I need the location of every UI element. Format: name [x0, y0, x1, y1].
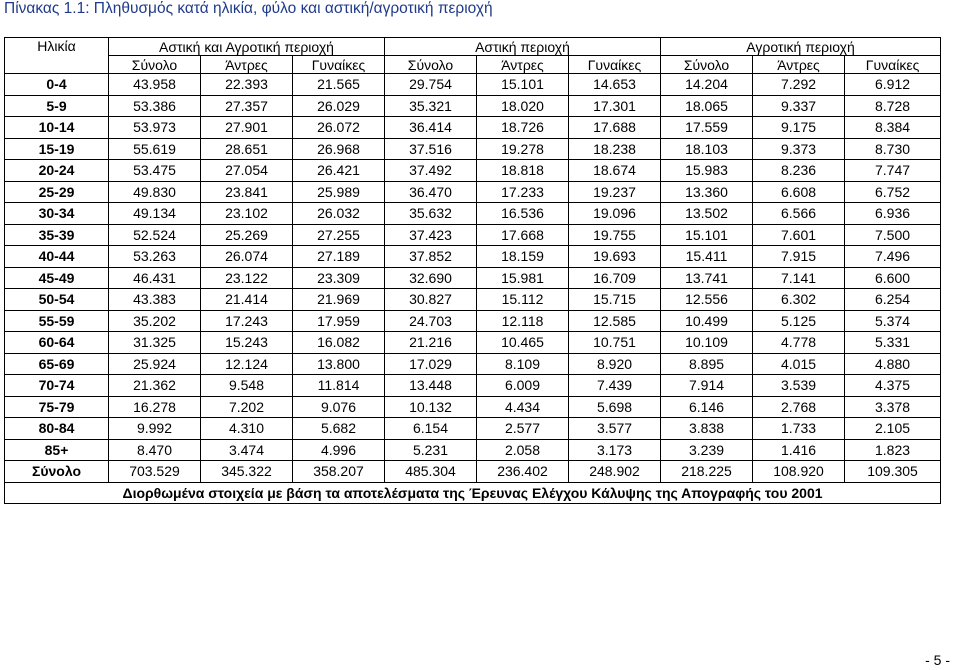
- value-cell: 10.109: [661, 332, 753, 354]
- value-cell: 4.996: [293, 439, 385, 461]
- value-cell: 19.755: [569, 224, 661, 246]
- value-cell: 26.032: [293, 203, 385, 225]
- value-cell: 7.500: [845, 224, 941, 246]
- value-cell: 46.431: [109, 267, 201, 289]
- value-cell: 9.337: [753, 95, 845, 117]
- value-cell: 23.309: [293, 267, 385, 289]
- value-cell: 17.233: [477, 181, 569, 203]
- value-cell: 18.238: [569, 138, 661, 160]
- value-cell: 18.065: [661, 95, 753, 117]
- value-cell: 5.231: [385, 439, 477, 461]
- age-cell: Σύνολο: [5, 461, 109, 483]
- value-cell: 35.202: [109, 310, 201, 332]
- age-cell: 85+: [5, 439, 109, 461]
- value-cell: 16.709: [569, 267, 661, 289]
- age-cell: 25-29: [5, 181, 109, 203]
- value-cell: 4.434: [477, 396, 569, 418]
- footnote-row: [5, 482, 941, 504]
- age-header: Ηλικία: [5, 38, 109, 74]
- value-cell: 5.331: [845, 332, 941, 354]
- value-cell: 9.076: [293, 396, 385, 418]
- page-number: - 5 -: [925, 652, 950, 668]
- value-cell: 27.357: [201, 95, 293, 117]
- value-cell: 31.325: [109, 332, 201, 354]
- value-cell: 8.728: [845, 95, 941, 117]
- value-cell: 17.243: [201, 310, 293, 332]
- age-cell: 55-59: [5, 310, 109, 332]
- value-cell: 19.278: [477, 138, 569, 160]
- value-cell: 3.239: [661, 439, 753, 461]
- value-cell: 27.255: [293, 224, 385, 246]
- value-cell: 19.237: [569, 181, 661, 203]
- value-cell: 26.074: [201, 246, 293, 268]
- value-cell: 8.236: [753, 160, 845, 182]
- value-cell: 30.827: [385, 289, 477, 311]
- value-cell: 5.698: [569, 396, 661, 418]
- value-cell: 4.880: [845, 353, 941, 375]
- value-cell: 485.304: [385, 461, 477, 483]
- value-cell: 15.101: [661, 224, 753, 246]
- value-cell: 13.741: [661, 267, 753, 289]
- value-cell: 15.981: [477, 267, 569, 289]
- value-cell: 7.601: [753, 224, 845, 246]
- group-header-urban: Αστική περιοχή: [385, 38, 661, 56]
- value-cell: 27.054: [201, 160, 293, 182]
- value-cell: 12.556: [661, 289, 753, 311]
- age-cell: 60-64: [5, 332, 109, 354]
- value-cell: 17.959: [293, 310, 385, 332]
- sub-header: Σύνολο: [661, 56, 753, 74]
- value-cell: 49.830: [109, 181, 201, 203]
- value-cell: 23.841: [201, 181, 293, 203]
- value-cell: 17.301: [569, 95, 661, 117]
- age-cell: 0-4: [5, 74, 109, 96]
- age-cell: 30-34: [5, 203, 109, 225]
- value-cell: 24.703: [385, 310, 477, 332]
- table-row: [5, 160, 941, 182]
- value-cell: 26.029: [293, 95, 385, 117]
- value-cell: 4.015: [753, 353, 845, 375]
- value-cell: 7.915: [753, 246, 845, 268]
- sub-header: Γυναίκες: [569, 56, 661, 74]
- value-cell: 7.141: [753, 267, 845, 289]
- table-row: [5, 95, 941, 117]
- age-cell: 20-24: [5, 160, 109, 182]
- value-cell: 5.125: [753, 310, 845, 332]
- value-cell: 6.302: [753, 289, 845, 311]
- value-cell: 9.548: [201, 375, 293, 397]
- value-cell: 25.989: [293, 181, 385, 203]
- value-cell: 37.852: [385, 246, 477, 268]
- value-cell: 18.674: [569, 160, 661, 182]
- value-cell: 8.920: [569, 353, 661, 375]
- value-cell: 53.475: [109, 160, 201, 182]
- sub-header: Σύνολο: [385, 56, 477, 74]
- table-row: [5, 203, 941, 225]
- table-row: [5, 439, 941, 461]
- value-cell: 703.529: [109, 461, 201, 483]
- value-cell: 21.216: [385, 332, 477, 354]
- value-cell: 18.818: [477, 160, 569, 182]
- value-cell: 8.384: [845, 117, 941, 139]
- value-cell: 17.688: [569, 117, 661, 139]
- table-row: [5, 267, 941, 289]
- value-cell: 36.470: [385, 181, 477, 203]
- value-cell: 10.751: [569, 332, 661, 354]
- age-cell: 15-19: [5, 138, 109, 160]
- age-cell: 65-69: [5, 353, 109, 375]
- value-cell: 18.103: [661, 138, 753, 160]
- table-row: [5, 74, 941, 96]
- value-cell: 21.414: [201, 289, 293, 311]
- value-cell: 25.924: [109, 353, 201, 375]
- age-cell: 75-79: [5, 396, 109, 418]
- value-cell: 6.254: [845, 289, 941, 311]
- table-row: [5, 461, 941, 483]
- value-cell: 28.651: [201, 138, 293, 160]
- value-cell: 12.118: [477, 310, 569, 332]
- age-cell: 5-9: [5, 95, 109, 117]
- value-cell: 13.800: [293, 353, 385, 375]
- value-cell: 218.225: [661, 461, 753, 483]
- header-row-groups: [5, 38, 941, 56]
- table-row: [5, 353, 941, 375]
- value-cell: 6.600: [845, 267, 941, 289]
- value-cell: 29.754: [385, 74, 477, 96]
- value-cell: 16.278: [109, 396, 201, 418]
- value-cell: 9.175: [753, 117, 845, 139]
- group-header-rural: Αγροτική περιοχή: [661, 38, 941, 56]
- value-cell: 14.204: [661, 74, 753, 96]
- value-cell: 6.936: [845, 203, 941, 225]
- value-cell: 19.693: [569, 246, 661, 268]
- value-cell: 16.536: [477, 203, 569, 225]
- value-cell: 53.973: [109, 117, 201, 139]
- value-cell: 3.577: [569, 418, 661, 440]
- value-cell: 1.823: [845, 439, 941, 461]
- value-cell: 22.393: [201, 74, 293, 96]
- value-cell: 35.321: [385, 95, 477, 117]
- value-cell: 1.416: [753, 439, 845, 461]
- value-cell: 3.838: [661, 418, 753, 440]
- value-cell: 8.895: [661, 353, 753, 375]
- value-cell: 35.632: [385, 203, 477, 225]
- value-cell: 49.134: [109, 203, 201, 225]
- sub-header: Γυναίκες: [293, 56, 385, 74]
- value-cell: 43.383: [109, 289, 201, 311]
- table-row: [5, 310, 941, 332]
- value-cell: 3.474: [201, 439, 293, 461]
- age-cell: 40-44: [5, 246, 109, 268]
- sub-header: Άντρες: [477, 56, 569, 74]
- value-cell: 10.465: [477, 332, 569, 354]
- value-cell: 21.969: [293, 289, 385, 311]
- value-cell: 15.101: [477, 74, 569, 96]
- value-cell: 21.565: [293, 74, 385, 96]
- page-title: Πίνακας 1.1: Πληθυσμός κατά ηλικία, φύλο και αστική/αγροτική περιοχή: [4, 0, 493, 17]
- value-cell: 7.914: [661, 375, 753, 397]
- value-cell: 43.958: [109, 74, 201, 96]
- value-cell: 8.470: [109, 439, 201, 461]
- value-cell: 13.448: [385, 375, 477, 397]
- sub-header: Άντρες: [201, 56, 293, 74]
- value-cell: 37.516: [385, 138, 477, 160]
- value-cell: 16.082: [293, 332, 385, 354]
- value-cell: 6.566: [753, 203, 845, 225]
- value-cell: 17.029: [385, 353, 477, 375]
- age-cell: 50-54: [5, 289, 109, 311]
- value-cell: 248.902: [569, 461, 661, 483]
- value-cell: 4.375: [845, 375, 941, 397]
- value-cell: 4.778: [753, 332, 845, 354]
- value-cell: 4.310: [201, 418, 293, 440]
- value-cell: 36.414: [385, 117, 477, 139]
- value-cell: 2.058: [477, 439, 569, 461]
- value-cell: 27.189: [293, 246, 385, 268]
- value-cell: 23.122: [201, 267, 293, 289]
- value-cell: 13.502: [661, 203, 753, 225]
- value-cell: 15.112: [477, 289, 569, 311]
- value-cell: 3.539: [753, 375, 845, 397]
- value-cell: 108.920: [753, 461, 845, 483]
- footnote: Διορθωμένα στοιχεία με βάση τα αποτελέσματα της Έρευνας Ελέγχου Κάλυψης της Απογραφής του 2001: [5, 482, 941, 504]
- value-cell: 236.402: [477, 461, 569, 483]
- value-cell: 5.682: [293, 418, 385, 440]
- value-cell: 6.146: [661, 396, 753, 418]
- value-cell: 6.154: [385, 418, 477, 440]
- value-cell: 7.202: [201, 396, 293, 418]
- value-cell: 15.243: [201, 332, 293, 354]
- sub-header: Σύνολο: [109, 56, 201, 74]
- value-cell: 3.173: [569, 439, 661, 461]
- table-row: [5, 396, 941, 418]
- value-cell: 17.559: [661, 117, 753, 139]
- value-cell: 25.269: [201, 224, 293, 246]
- value-cell: 19.096: [569, 203, 661, 225]
- value-cell: 17.668: [477, 224, 569, 246]
- table-row: [5, 289, 941, 311]
- value-cell: 18.726: [477, 117, 569, 139]
- table-row: [5, 332, 941, 354]
- value-cell: 7.292: [753, 74, 845, 96]
- value-cell: 6.009: [477, 375, 569, 397]
- value-cell: 8.109: [477, 353, 569, 375]
- value-cell: 5.374: [845, 310, 941, 332]
- population-table: [4, 37, 941, 504]
- value-cell: 10.499: [661, 310, 753, 332]
- value-cell: 1.733: [753, 418, 845, 440]
- value-cell: 55.619: [109, 138, 201, 160]
- value-cell: 15.715: [569, 289, 661, 311]
- value-cell: 7.496: [845, 246, 941, 268]
- value-cell: 345.322: [201, 461, 293, 483]
- table-row: [5, 181, 941, 203]
- value-cell: 15.411: [661, 246, 753, 268]
- value-cell: 10.132: [385, 396, 477, 418]
- value-cell: 11.814: [293, 375, 385, 397]
- value-cell: 12.585: [569, 310, 661, 332]
- age-cell: 35-39: [5, 224, 109, 246]
- table-row: [5, 138, 941, 160]
- value-cell: 2.768: [753, 396, 845, 418]
- value-cell: 53.263: [109, 246, 201, 268]
- value-cell: 26.421: [293, 160, 385, 182]
- age-cell: 10-14: [5, 117, 109, 139]
- value-cell: 2.105: [845, 418, 941, 440]
- table-row: [5, 418, 941, 440]
- value-cell: 52.524: [109, 224, 201, 246]
- value-cell: 7.747: [845, 160, 941, 182]
- value-cell: 7.439: [569, 375, 661, 397]
- value-cell: 6.608: [753, 181, 845, 203]
- value-cell: 13.360: [661, 181, 753, 203]
- age-cell: 70-74: [5, 375, 109, 397]
- table-row: [5, 375, 941, 397]
- value-cell: 26.072: [293, 117, 385, 139]
- value-cell: 2.577: [477, 418, 569, 440]
- value-cell: 18.159: [477, 246, 569, 268]
- group-header-total: Αστική και Αγροτική περιοχή: [109, 38, 385, 56]
- sub-header: Γυναίκες: [845, 56, 941, 74]
- value-cell: 23.102: [201, 203, 293, 225]
- age-cell: 45-49: [5, 267, 109, 289]
- value-cell: 358.207: [293, 461, 385, 483]
- table-row: [5, 246, 941, 268]
- value-cell: 32.690: [385, 267, 477, 289]
- value-cell: 6.752: [845, 181, 941, 203]
- value-cell: 8.730: [845, 138, 941, 160]
- header-row-sub: [5, 56, 941, 74]
- value-cell: 9.373: [753, 138, 845, 160]
- sub-header: Άντρες: [753, 56, 845, 74]
- value-cell: 21.362: [109, 375, 201, 397]
- age-cell: 80-84: [5, 418, 109, 440]
- value-cell: 53.386: [109, 95, 201, 117]
- value-cell: 109.305: [845, 461, 941, 483]
- value-cell: 6.912: [845, 74, 941, 96]
- value-cell: 37.492: [385, 160, 477, 182]
- value-cell: 37.423: [385, 224, 477, 246]
- value-cell: 27.901: [201, 117, 293, 139]
- table-row: [5, 117, 941, 139]
- value-cell: 15.983: [661, 160, 753, 182]
- table-row: [5, 224, 941, 246]
- value-cell: 9.992: [109, 418, 201, 440]
- value-cell: 14.653: [569, 74, 661, 96]
- value-cell: 18.020: [477, 95, 569, 117]
- value-cell: 26.968: [293, 138, 385, 160]
- value-cell: 3.378: [845, 396, 941, 418]
- value-cell: 12.124: [201, 353, 293, 375]
